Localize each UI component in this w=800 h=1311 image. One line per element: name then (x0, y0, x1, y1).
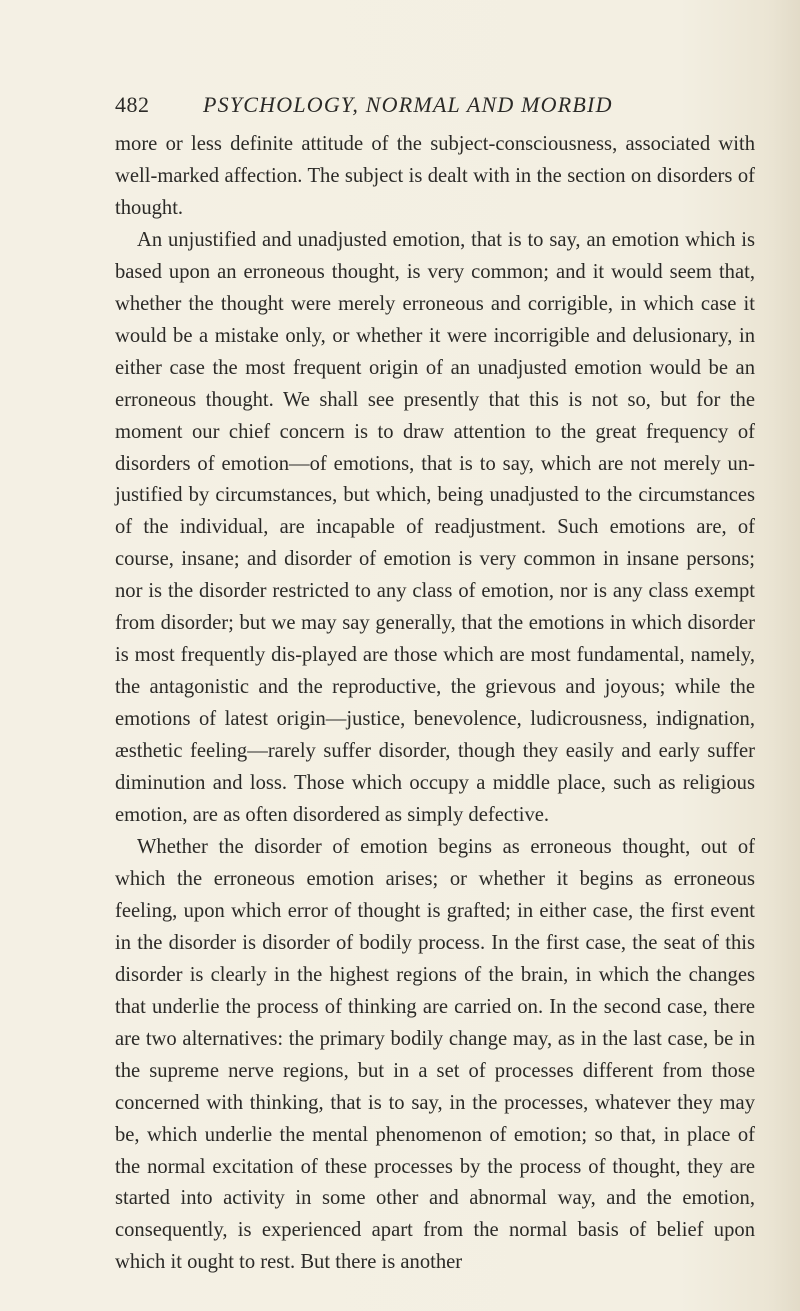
page-header (115, 92, 717, 122)
paragraph-disorder-of-emotion: Whether the disorder of emotion begins as erroneous thought, out of which the erroneous emotion arises; or whether it begins as erroneous feeling, upon which error of thought is grafted; in either case, the first event in the disorder is disorder of bodily process. In the first case, the seat of this disorder is clearly in the highest regions of the brain, in which the changes that underlie the process of thinking are carried on. In the second case, there are two alternatives: the primary bodily change may, as in the last case, be in the supreme nerve regions, but in a set of processes different from those concerned with thinking, that is to say, in the processes, whatever they may be, which underlie the mental phenomenon of emotion; so that, in place of the normal excitation of these processes by the process of thought, they are started into activity in some other and abnormal way, and the emotion, consequently, is experienced apart from the normal basis of belief upon which it ought to rest. But there is another (115, 835, 755, 1274)
page-number: 482 (115, 92, 150, 117)
body-text (115, 129, 755, 1279)
paragraph-continued: more or less definite attitude of the subject-consciousness, associated with well-marked affection. The subject is dealt with in the section on disorders of thought. (115, 133, 755, 219)
paragraph-unjustified-emotion: An unjustified and unadjusted emotion, that is to say, an emotion which is based upon an erroneous thought, is very common; and it would seem that, whether the thought were merely erroneous and corrigible, in which case it would be a mistake only, or whether it were incorrigible and delusionary, in either case the most frequent origin of an unadjusted emotion would be an erroneous thought. We shall see presently that this is not so, but for the moment our chief concern is to draw attention to the great frequency of disorders of emotion—of emotions, that is to say, which are not merely un-justified by circumstances, but which, being unadjusted to the circumstances of the individual, are incapable of readjustment. Such emotions are, of course, insane; and disorder of emotion is very common in insane persons; nor is the disorder restricted to any class of emotion, nor is any class exempt from disorder; but we may say generally, that the emotions in which disorder is most frequently dis-played are those which are most fundamental, namely, the antagonistic and the reproductive, the grievous and joyous; while the emotions of latest origin—justice, benevolence, ludicrousness, indignation, æsthetic feeling—rarely suffer disorder, though they easily and early suffer diminution and loss. Those which occupy a middle place, such as religious emotion, are as often disordered as simply defective. (115, 228, 755, 827)
running-title: PSYCHOLOGY, NORMAL AND MORBID (203, 92, 613, 117)
